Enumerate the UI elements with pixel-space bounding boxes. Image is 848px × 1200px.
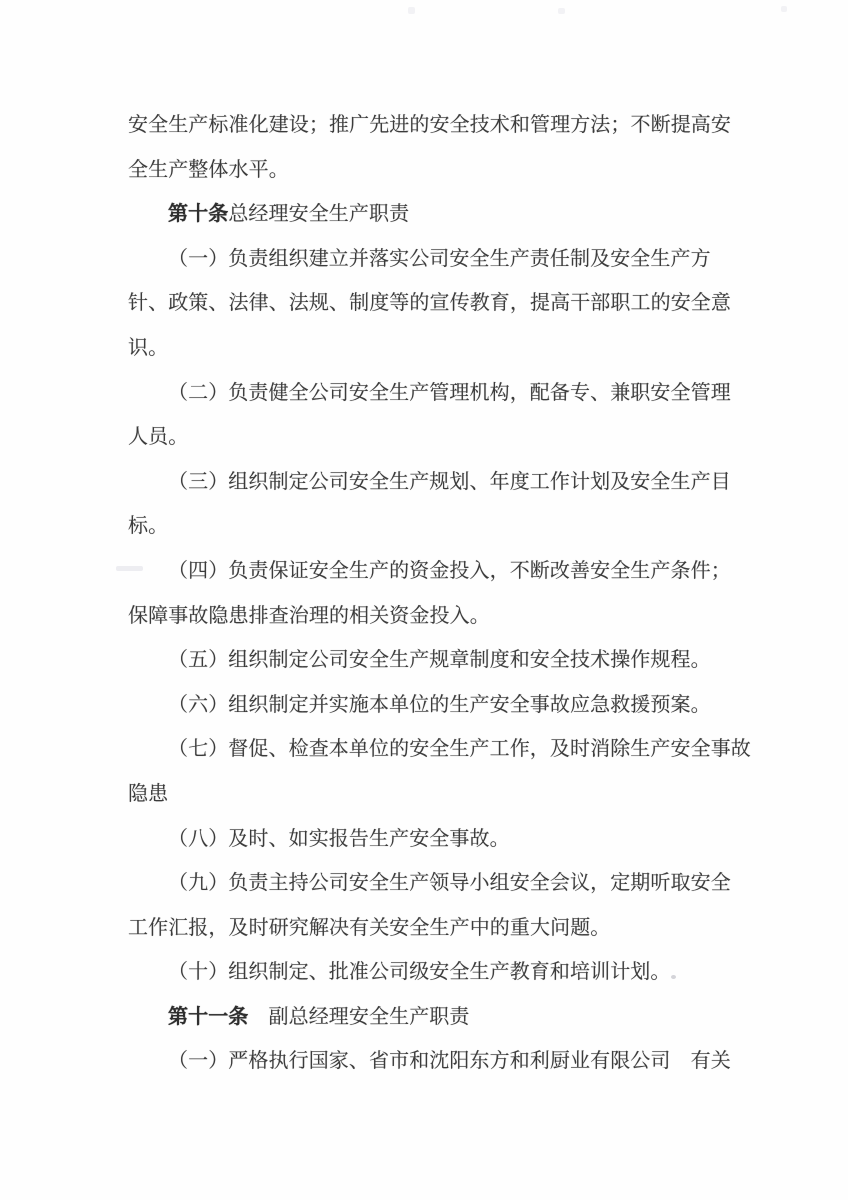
doc-line: 工作汇报，及时研究解决有关安全生产中的重大问题。	[128, 916, 611, 939]
doc-line-item-1: （一）负责组织建立并落实公司安全生产责任制及安全生产方	[168, 247, 711, 270]
doc-line-item-6: （六）组织制定并实施本单位的生产安全事故应急救援预案。	[168, 693, 711, 716]
doc-line-item-2: （二）负责健全公司安全生产管理机构，配备专、兼职安全管理	[168, 381, 731, 404]
doc-line-item-5: （五）组织制定公司安全生产规章制度和安全技术操作规程。	[168, 649, 711, 672]
document-text	[128, 0, 818, 1084]
doc-line-item-7: （七）督促、检查本单位的安全生产工作，及时消除生产安全事故	[168, 738, 751, 761]
article-11-heading	[128, 995, 818, 1040]
doc-line-item-1: （一）严格执行国家、省市和沈阳东方和利厨业有限公司 有关	[168, 1050, 731, 1073]
doc-line: 安全生产标准化建设；推广先进的安全技术和管理方法；不断提高安	[128, 114, 731, 136]
article-title: 总经理安全生产职责	[228, 203, 410, 226]
doc-line-item-10: （十）组织制定、批准公司级安全生产教育和培训计划。	[168, 961, 671, 984]
doc-line: 识。	[128, 336, 169, 359]
article-number: 第十条	[168, 203, 229, 226]
doc-line-item-9: （九）负责主持公司安全生产领导小组安全会议，定期听取安全	[168, 872, 731, 895]
doc-line: 人员。	[128, 426, 189, 449]
doc-line: 隐患	[128, 782, 169, 805]
doc-line: 全生产整体水平。	[128, 158, 289, 181]
doc-line-item-8: （八）及时、如实报告生产安全事故。	[168, 827, 510, 850]
article-number: 第十一条	[168, 1005, 249, 1028]
doc-line: 针、政策、法律、法规、制度等的宣传教育，提高干部职工的安全意	[128, 292, 731, 315]
doc-line-item-4: （四）负责保证安全生产的资金投入，不断改善安全生产条件；	[168, 559, 731, 582]
doc-line-item-3: （三）组织制定公司安全生产规划、年度工作计划及安全生产目	[168, 470, 731, 493]
doc-line: 保障事故隐患排查治理的相关资金投入。	[128, 604, 490, 627]
article-10-heading	[128, 192, 818, 237]
doc-line: 标。	[128, 515, 169, 538]
article-title: 副总经理安全生产职责	[248, 1005, 470, 1028]
